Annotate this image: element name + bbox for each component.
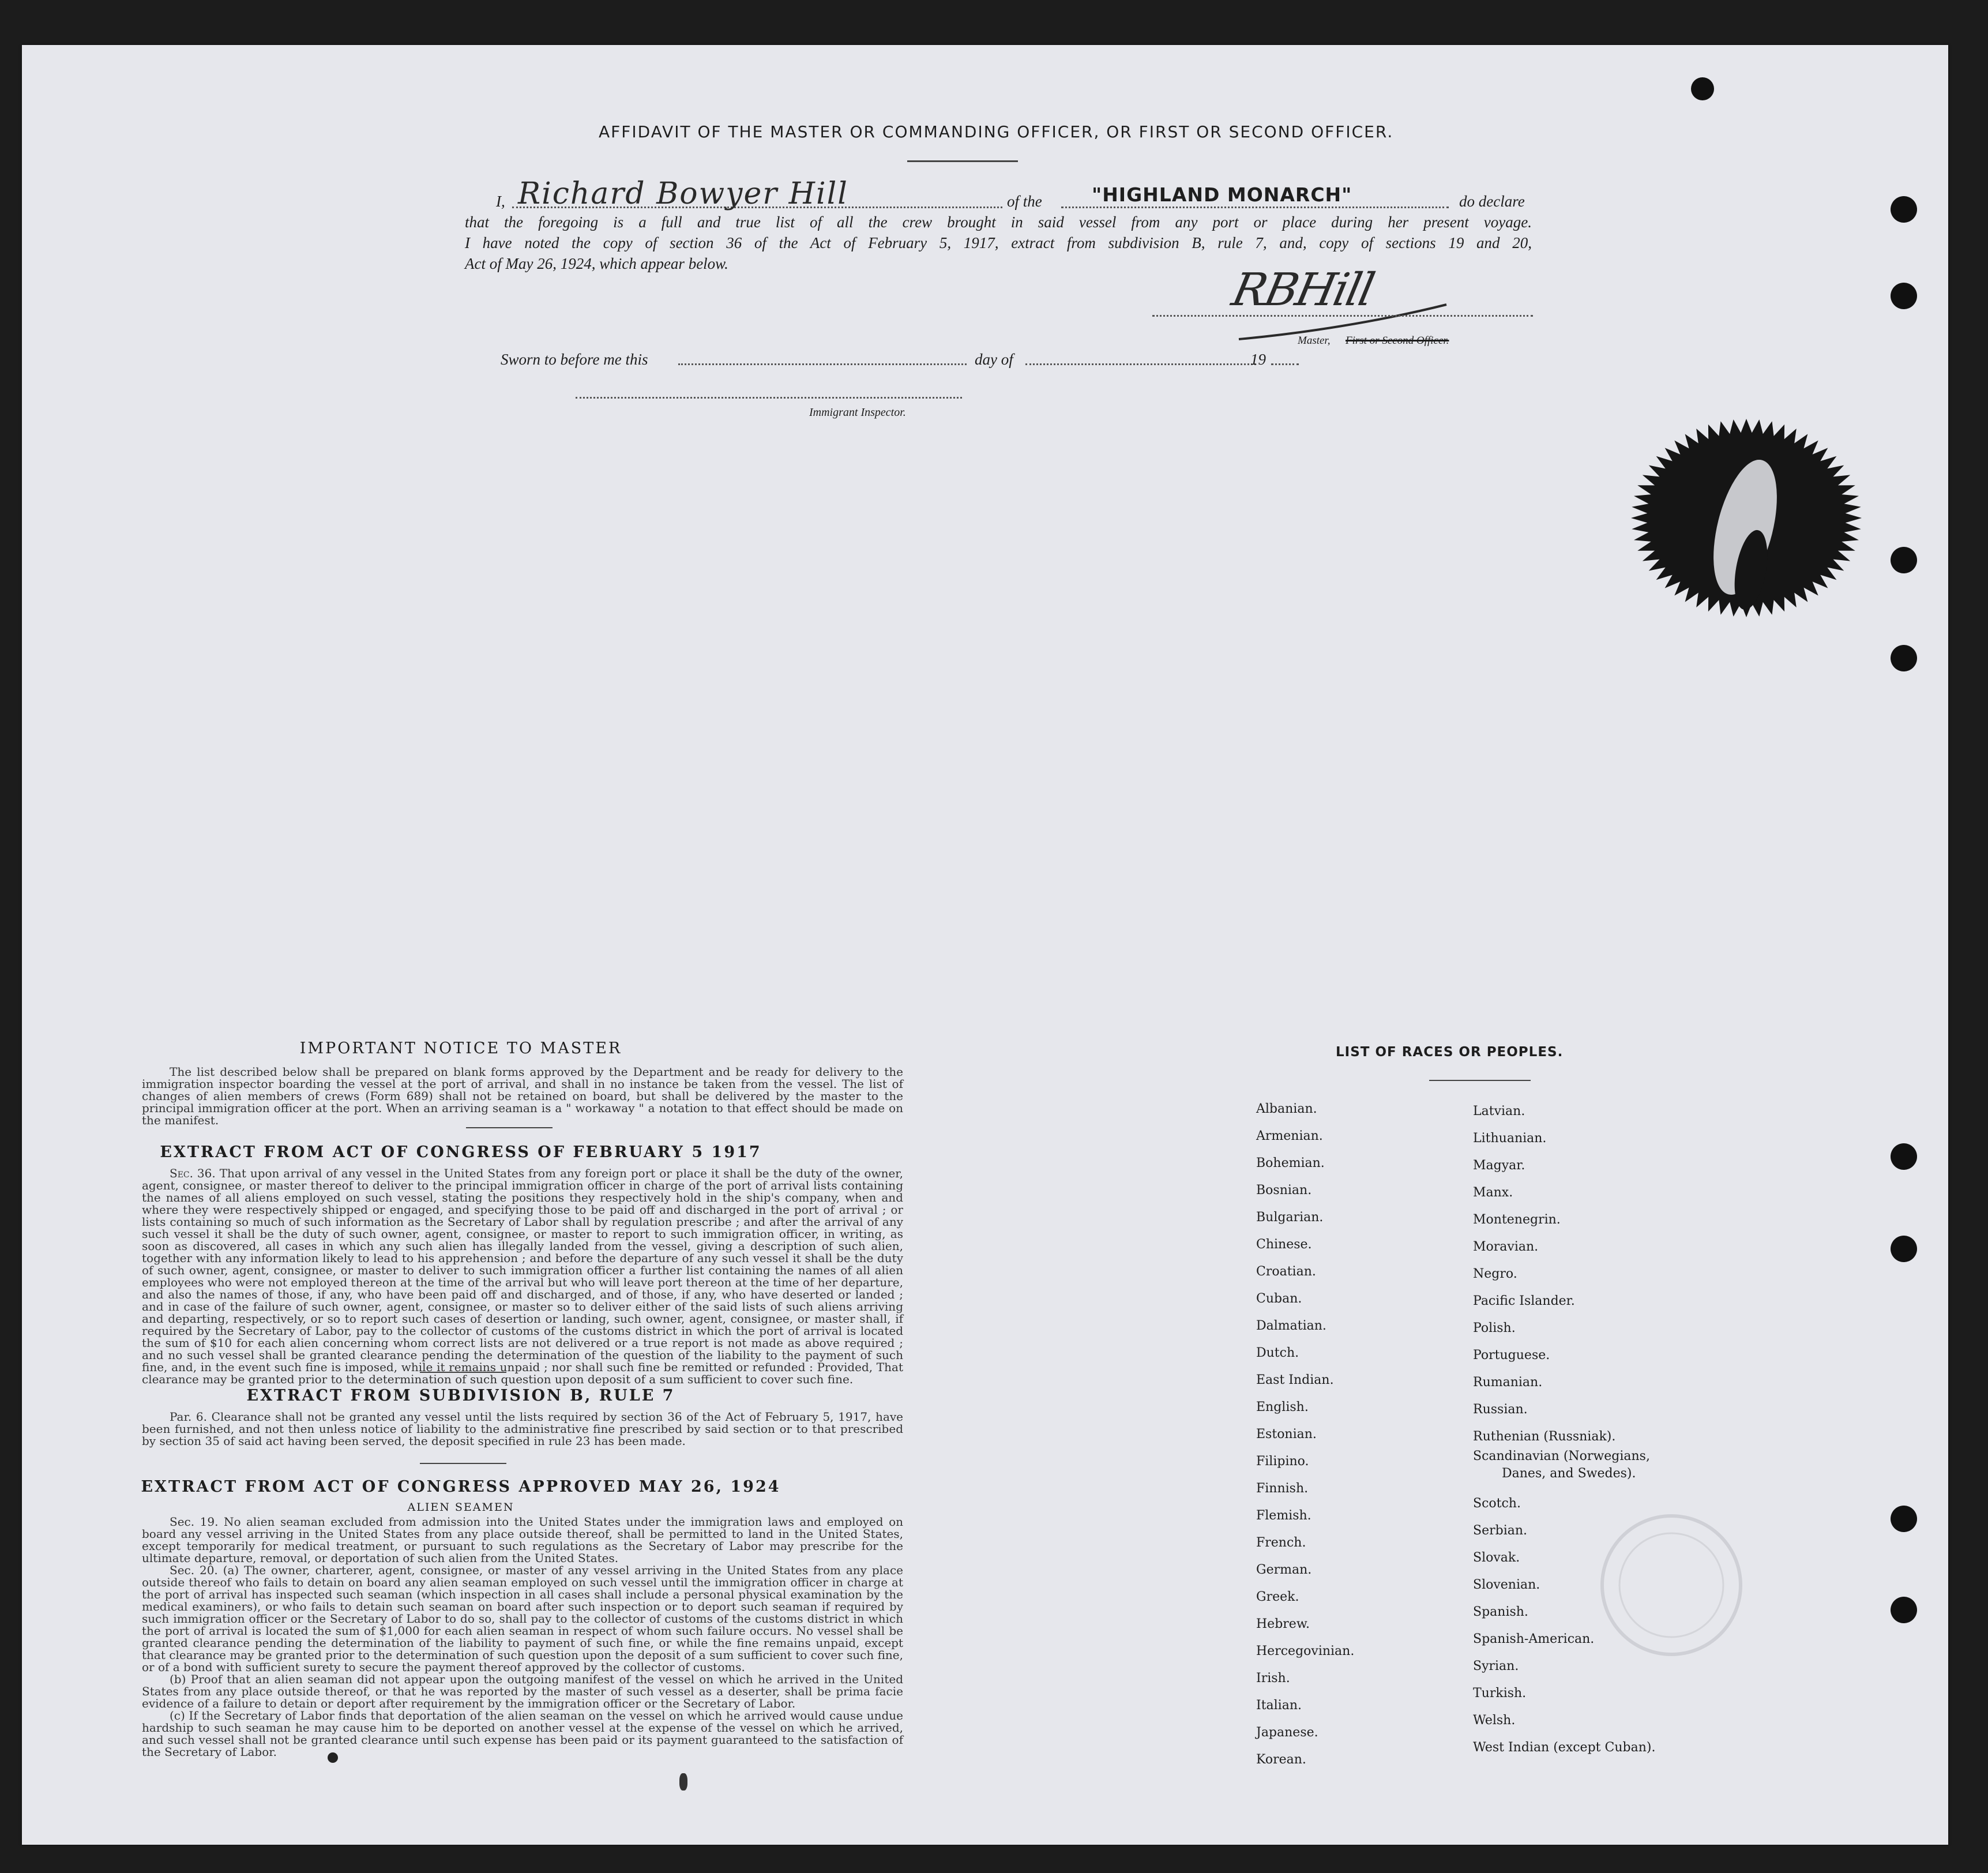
binder-hole	[1891, 645, 1917, 671]
race-item: Greek.	[1256, 1590, 1299, 1604]
race-item: Latvian.	[1473, 1104, 1525, 1118]
inspector-signature-line	[576, 397, 962, 399]
declaration-line-3: I have noted the copy of section 36 of the Act of February 5, 1917, extract from subdivision B, rule 7, and, copy of sections 19 and 20,	[465, 234, 1532, 252]
race-item: Lithuanian.	[1473, 1131, 1547, 1146]
races-rule	[1429, 1080, 1531, 1081]
binder-hole	[1891, 283, 1917, 309]
sworn-prefix: Sworn to before me this	[501, 351, 648, 368]
race-item: Bosnian.	[1256, 1183, 1312, 1198]
section-36-text: That upon arrival of any vessel in the United States from any foreign port or place it shall be the duty of the owner, agent, consignee, or master thereof to deliver to the principal immigration officer in charge of the port of arrival lists containing the names of all aliens employed on such vessel, stating the positions they respectively hold in the ship's company, when and where they were respectively shipped or engaged, and specifying those to be paid off and discharged in the port of arrival ; or lists containing so much of such information as the Secretary of Labor shall by regulation prescribe ; and after the arrival of any such vessel it shall be the duty of such owner, agent, consignee, or master to report to such immigration officer, in writing, as soon as discovered, all cases in which any such alien has illegally landed from the vessel, giving a description of such alien, together with any information likely to lead to his apprehension ; and before the departure of any such vessel it shall be the duty of such owner, agent, consignee, or master to deliver to such immigration officer a further list containing the names of all alien employees who were not employed thereon at the time of the arrival but who will leave port thereon at the time of her departure, and also the names of those, if any, who have been paid off and discharged, and of those, if any, who have deserted or landed ; and in case of the failure of such owner, agent, consignee, or master so to deliver either of the said lists of such aliens arriving and departing, respectively, or so to report such cases of desertion or landing, such owner, agent, consignee, or master shall, if required by the Secretary of Labor, pay to the collector of customs of the customs district in which the port of arrival is located the sum of $10 for each alien concerning whom correct lists are not delivered or a true report is not made as above required ; and no such vessel shall be granted clearance pending the determination of the question of the liability to the payment of such fine, and, in the event such fine is imposed, while it remains unpaid ; nor shall such fine be remitted or refunded : Provided, That clearance may be granted prior to the determination of such question upon deposit of a sum sufficient to cover such fine.	[142, 1166, 904, 1386]
race-item: Pacific Islander.	[1473, 1294, 1575, 1308]
signature-line	[1152, 315, 1533, 317]
title-rule	[907, 160, 1018, 162]
race-item: Korean.	[1256, 1752, 1306, 1767]
race-item: Welsh.	[1473, 1713, 1516, 1728]
race-item: French.	[1256, 1536, 1306, 1550]
section-label: Sec. 36.	[170, 1166, 216, 1180]
race-item: Hercegovinian.	[1256, 1644, 1355, 1658]
extract-1924-body	[142, 1516, 903, 1758]
subdivision-b-text: Par. 6. Clearance shall not be granted any vessel until the lists required by section 36 of the Act of February 5, 1917, have been furnished, and not then unless notice of liability to the administrative fine prescribed by said section or to that prescribed by section 35 of said act having been served, the deposit specified in rule 23 has been made.	[142, 1410, 903, 1448]
race-item: Flemish.	[1256, 1508, 1311, 1523]
race-item: Montenegrin.	[1473, 1213, 1561, 1227]
notice-heading: IMPORTANT NOTICE TO MASTER	[299, 1039, 622, 1057]
sworn-date-field	[678, 363, 967, 365]
race-item: Bohemian.	[1256, 1156, 1325, 1170]
race-item-continuation: Danes, and Swedes).	[1502, 1466, 1636, 1481]
sworn-day-of: day of	[975, 351, 1013, 368]
binder-hole	[1891, 1506, 1917, 1532]
wax-seal	[1625, 397, 1867, 639]
race-item: Rumanian.	[1473, 1375, 1543, 1390]
race-item: Dalmatian.	[1256, 1319, 1326, 1333]
binder-hole	[1891, 1597, 1917, 1623]
race-item: Syrian.	[1473, 1659, 1519, 1673]
race-item: Irish.	[1256, 1671, 1290, 1686]
binder-hole	[1891, 547, 1917, 573]
race-item: Manx.	[1473, 1185, 1513, 1200]
race-item: Spanish.	[1473, 1605, 1528, 1619]
sworn-month-field	[1025, 363, 1256, 365]
do-declare-label: do declare	[1459, 193, 1525, 210]
subdivision-b-heading: EXTRACT FROM SUBDIVISION B, RULE 7	[246, 1387, 675, 1405]
race-item: Armenian.	[1256, 1129, 1323, 1143]
signer-title-master: Master,	[1298, 335, 1331, 347]
section-19-text: Sec. 19. No alien seaman excluded from admission into the United States under the immigration laws and employed on board any vessel arriving in the United States from any place outside thereof, shall be permitted to land in the United States, except temporarily for medical treatment, or pursuant to such regulations as the Secretary of Labor may prescribe for the ultimate departure, removal, or deportation of such alien from the United States.	[142, 1515, 903, 1565]
signer-title-struck: First or Second Officer.	[1346, 335, 1449, 347]
race-item: East Indian.	[1256, 1373, 1334, 1387]
race-item: Scandinavian (Norwegians,	[1473, 1449, 1650, 1463]
of-the-label: of the	[1007, 193, 1042, 210]
sworn-year-prefix: 19	[1250, 351, 1266, 368]
race-item: Turkish.	[1473, 1686, 1527, 1701]
race-item: German.	[1256, 1563, 1312, 1577]
race-item: Croatian.	[1256, 1264, 1316, 1279]
race-item: Italian.	[1256, 1698, 1302, 1713]
divider	[466, 1127, 553, 1128]
race-item: Estonian.	[1256, 1427, 1317, 1442]
race-item: Scotch.	[1473, 1496, 1521, 1511]
ink-speck	[679, 1773, 687, 1791]
divider	[420, 1463, 506, 1464]
binder-hole	[1691, 77, 1714, 100]
race-item: Portuguese.	[1473, 1348, 1550, 1362]
extract-1917-text	[142, 1168, 903, 1386]
race-item: English.	[1256, 1400, 1309, 1414]
affidavit-title: AFFIDAVIT OF THE MASTER OR COMMANDING OFFICER, OR FIRST OR SECOND OFFICER.	[599, 122, 1394, 141]
alien-seamen-subheading: ALIEN SEAMEN	[407, 1501, 514, 1514]
binder-hole	[1891, 196, 1917, 223]
race-item: Negro.	[1473, 1267, 1517, 1281]
race-item: West Indian (except Cuban).	[1473, 1740, 1656, 1755]
declaration-line-4: Act of May 26, 1924, which appear below.	[465, 255, 728, 272]
document-page	[22, 45, 1948, 1845]
sworn-year-field	[1271, 363, 1299, 365]
race-item: Russian.	[1473, 1402, 1528, 1417]
binder-hole	[1891, 1143, 1917, 1170]
section-20b-text: (b) Proof that an alien seaman did not appear upon the outgoing manifest of the vessel on which he arrived in the United States from any place outside thereof, or that he was reported by the master of such vessel as a deserter, shall be prima facie evidence of a failure to detain or deport after requirement by the immigration officer or the Secretary of Labor.	[142, 1672, 903, 1710]
vessel-name-field	[1061, 207, 1449, 208]
master-signature: RBHill	[1227, 264, 1378, 316]
inspector-label: Immigrant Inspector.	[809, 406, 906, 419]
races-heading: LIST OF RACES OR PEOPLES.	[1336, 1045, 1564, 1060]
race-item: Filipino.	[1256, 1454, 1309, 1469]
section-20a-text: Sec. 20. (a) The owner, charterer, agent, consignee, or master of any vessel arriving in the United States from any place outside thereof who fails to detain on board any alien seaman employed on such vessel until the immigration officer in charge at the port of arrival has inspected such seaman (which inspection in all cases shall include a personal physical examination by the medical examiners), or who fails to detain such seaman on board after such inspection or to deport such seaman if required by such immigration officer or the Secretary of Labor to do so, shall pay to the collector of customs of the customs district in which the port of arrival is located the sum of $1,000 for each alien seaman in respect of whom such failure occurs. No vessel shall be granted clearance pending the determination of the liability to payment of such fine, or while the fine remains unpaid, except that clearance may be granted prior to the determination of such question upon the deposit of a sum sufficient to cover such fine, or of a bond with sufficient surety to secure the payment thereof approved by the collector of customs.	[142, 1563, 903, 1674]
divider	[420, 1372, 506, 1373]
notice-text: The list described below shall be prepared on blank forms approved by the Department and be ready for delivery to the immigration inspector boarding the vessel at the port of arrival, and shall in no instance be taken from the vessel. The list of changes of alien members of crews (Form 689) shall not be retained on board, but shall be delivered by the master to the principal immigration officer at the port. When an arriving seaman is a " workaway " a notation to that effect should be made on the manifest.	[142, 1065, 903, 1127]
extract-1917-heading: EXTRACT FROM ACT OF CONGRESS OF FEBRUARY 5 1917	[160, 1143, 762, 1161]
race-item: Ruthenian (Russniak).	[1473, 1429, 1616, 1444]
race-item: Spanish-American.	[1473, 1632, 1595, 1646]
extract-1924-heading: EXTRACT FROM ACT OF CONGRESS APPROVED MAY 26, 1924	[141, 1478, 781, 1496]
race-item: Moravian.	[1473, 1240, 1539, 1254]
binder-hole	[1891, 1236, 1917, 1262]
race-item: Japanese.	[1256, 1725, 1318, 1740]
race-item: Albanian.	[1256, 1102, 1317, 1116]
section-20c-text: (c) If the Secretary of Labor finds that deportation of the alien seaman on the vessel on which he arrived would cause undue hardship to such seaman he may cause him to be deported on another vessel at the expense of the vessel on which he arrived, and such vessel shall not be granted clearance until such expense has been paid or its payment guaranteed to the satisfaction of the Secretary of Labor.	[142, 1709, 903, 1759]
race-item: Bulgarian.	[1256, 1210, 1324, 1225]
race-item: Slovak.	[1473, 1551, 1520, 1565]
race-item: Finnish.	[1256, 1481, 1309, 1496]
vessel-name-stamp: "HIGHLAND MONARCH"	[1092, 183, 1352, 206]
ink-speck	[328, 1752, 338, 1763]
race-item: Hebrew.	[1256, 1617, 1310, 1631]
declaration-line-2: that the foregoing is a full and true list of all the crew brought in said vessel from any port or place during her present voyage.	[465, 213, 1532, 231]
master-name-handwritten: Richard Bowyer Hill	[518, 177, 848, 211]
declaration-prefix: I,	[496, 193, 505, 210]
faint-stamp	[1591, 1504, 1752, 1666]
race-item: Cuban.	[1256, 1292, 1302, 1306]
race-item: Serbian.	[1473, 1523, 1528, 1538]
race-item: Dutch.	[1256, 1346, 1299, 1360]
race-item: Magyar.	[1473, 1158, 1525, 1173]
race-item: Polish.	[1473, 1321, 1516, 1335]
race-item: Chinese.	[1256, 1237, 1312, 1252]
race-item: Slovenian.	[1473, 1578, 1540, 1592]
